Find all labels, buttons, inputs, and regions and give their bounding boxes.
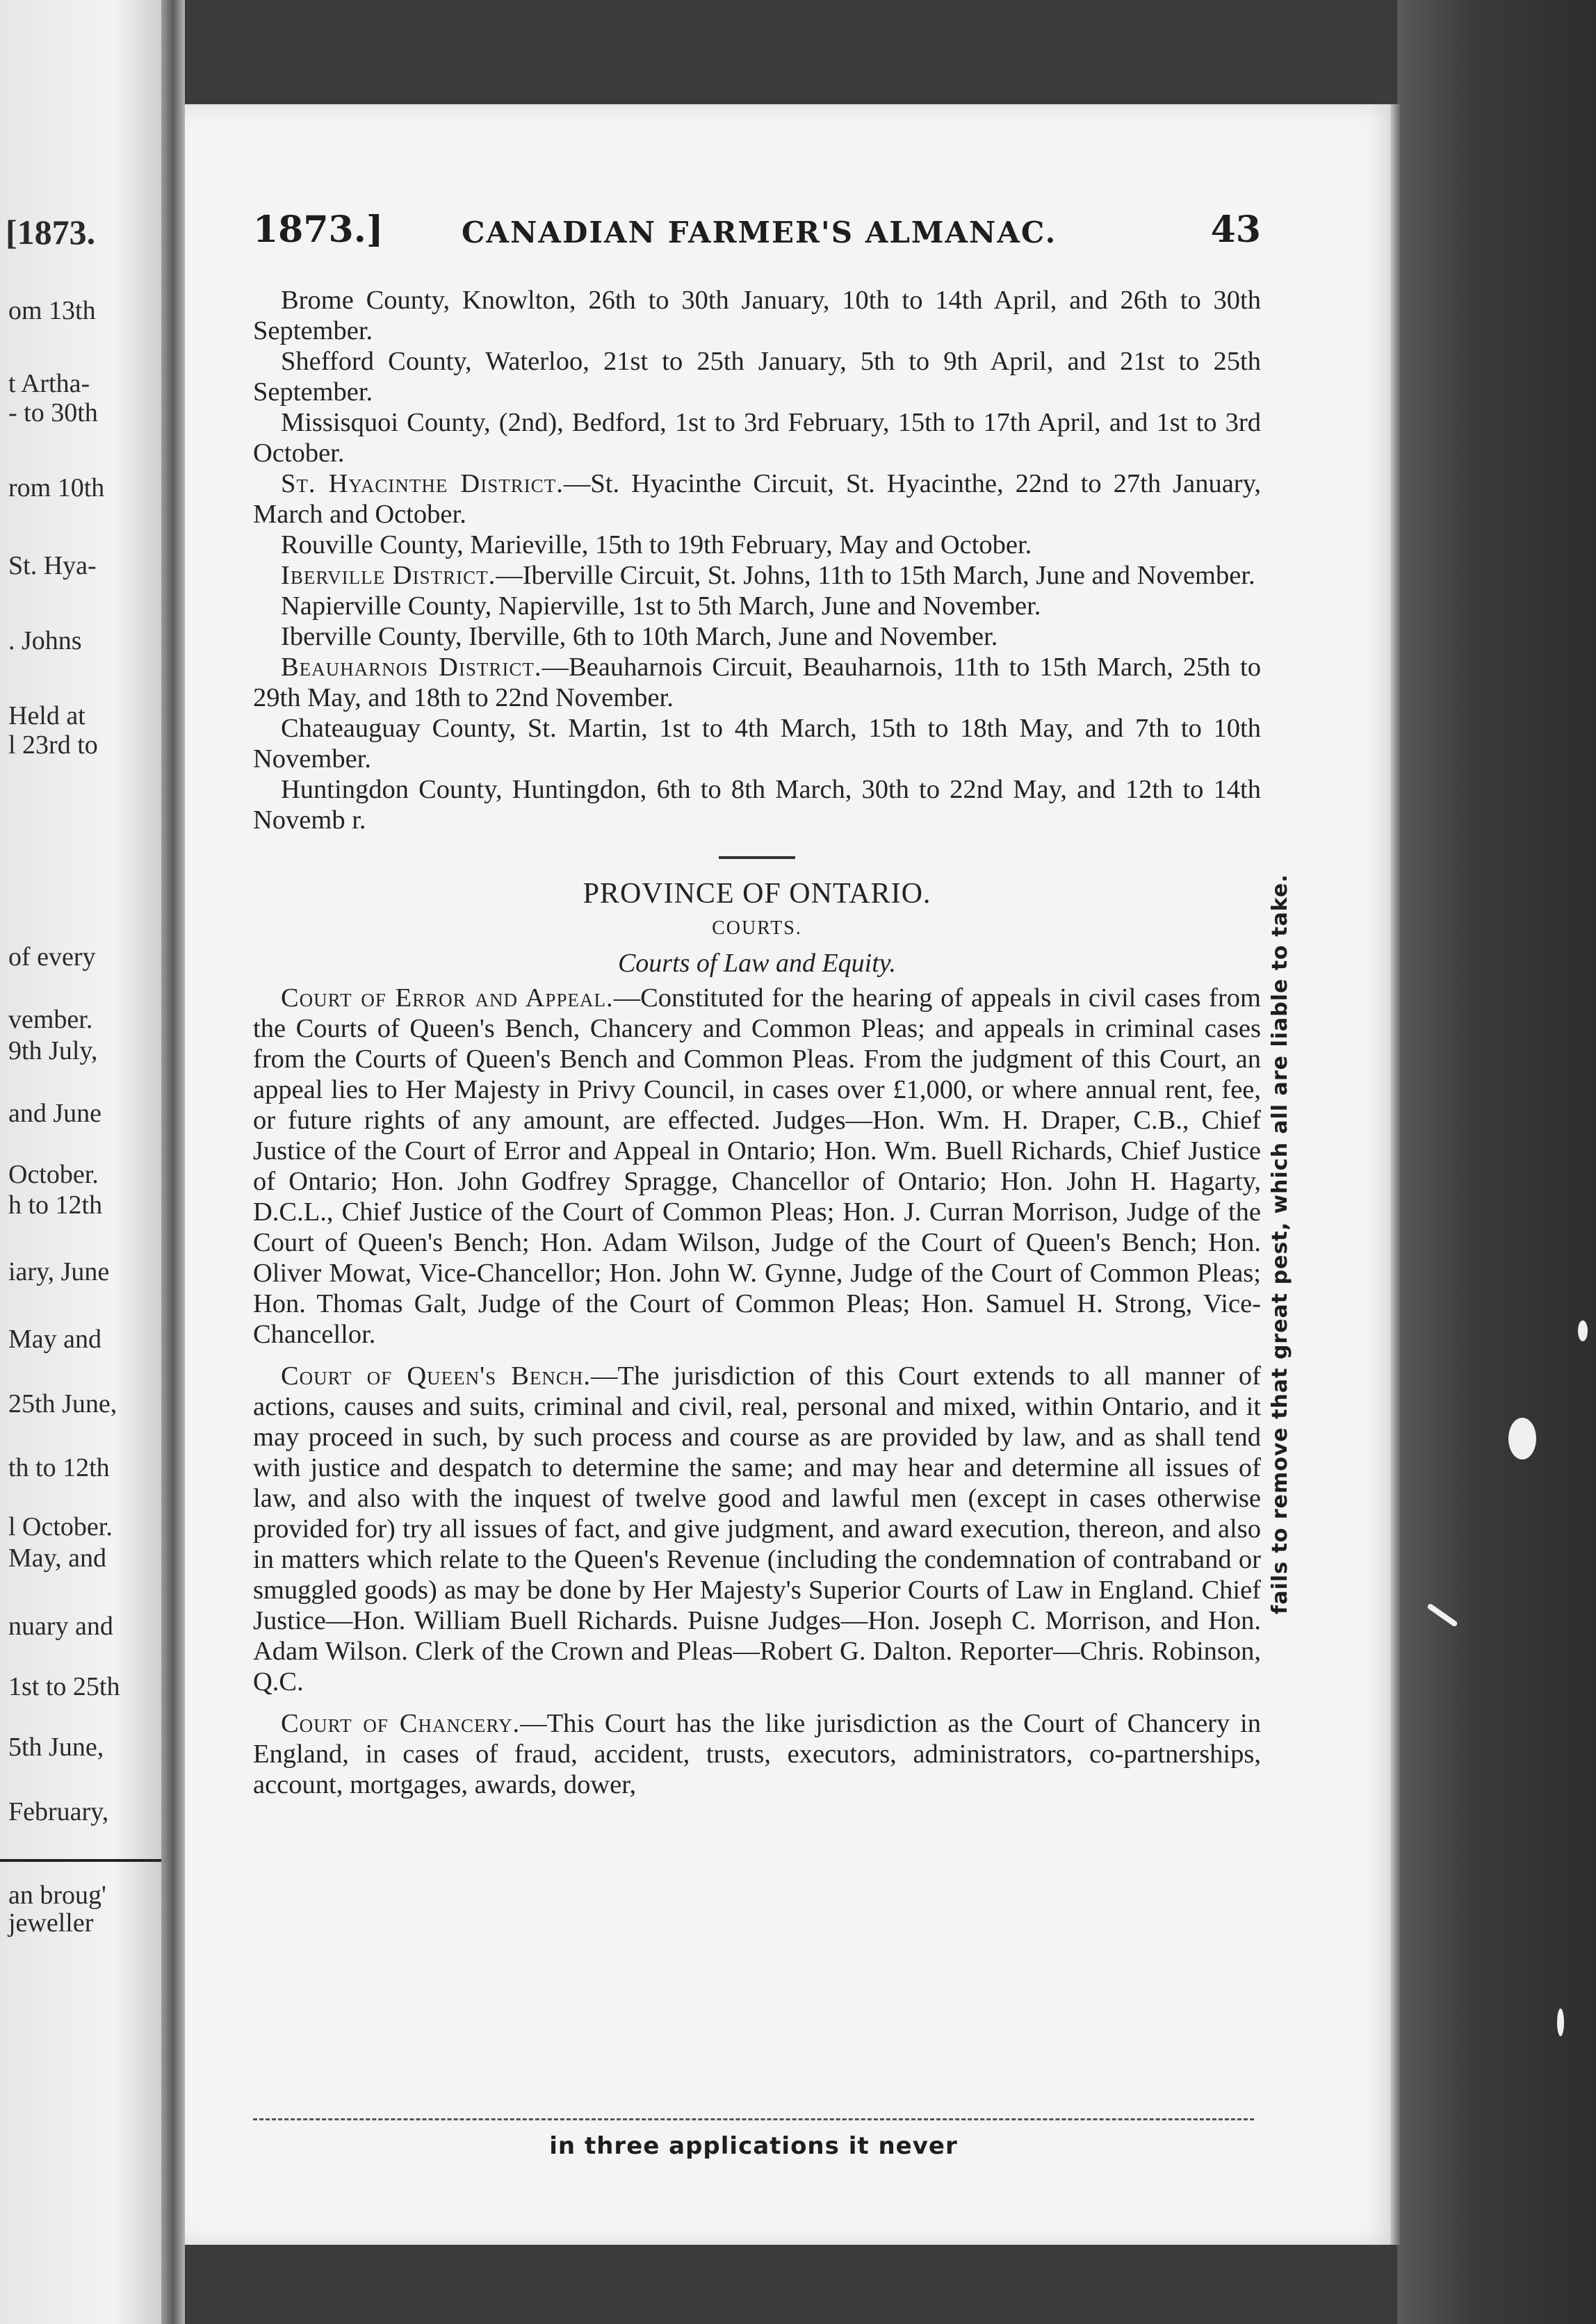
court-paragraph	[253, 983, 1261, 1350]
court-entry: Rouville County, Marieville, 15th to 19th February, May and October.	[281, 530, 1032, 559]
footer-rule	[253, 2118, 1254, 2122]
page-body	[253, 285, 1261, 1800]
court-heading: Court of Queen's Bench.	[281, 1361, 592, 1391]
left-fragment: t Artha-	[8, 369, 90, 398]
left-fragment: - to 30th	[8, 398, 98, 427]
header-title: CANADIAN FARMER'S ALMANAC.	[462, 215, 1057, 249]
header-year: 1873.]	[253, 208, 384, 251]
left-fragment: and June	[8, 1099, 102, 1128]
left-fragment: . Johns	[8, 626, 82, 655]
court-entry-text: —St. Hyacinthe Circuit, St. Hyacinthe, 22nd to 27th January, March and October.	[253, 469, 1261, 529]
left-fragment: l October.	[8, 1512, 113, 1541]
left-fragment: 5th June,	[8, 1733, 104, 1762]
left-fragment: l 23rd to	[8, 730, 98, 760]
page-edge	[1390, 104, 1400, 2245]
court-entry: Iberville County, Iberville, 6th to 10th March, June and November.	[281, 622, 998, 651]
district-heading: Iberville District.	[281, 561, 496, 590]
side-advertisement: fails to remove that great pest, which all are liable to take.	[1268, 874, 1292, 1614]
left-fragment: of every	[8, 942, 96, 972]
film-background	[1397, 0, 1596, 2324]
left-fragment: 25th June,	[8, 1389, 117, 1418]
court-entry-text: —Iberville Circuit, St. Johns, 11th to 15th March, June and November.	[496, 561, 1255, 590]
left-fragment: May, and	[8, 1544, 107, 1573]
court-paragraph-text: —Constituted for the hearing of appeals in civil cases from the Courts of Queen's Bench, Chancery and Common Pleas; and appeals in criminal cases from the Courts of Queen's Bench and Common Pleas. From the judgment of this Court, an appeal lies to Her Majesty in Privy Council, in cases over £1,000, or where annual rent, fee, or future rights of any amount, are effected. Judges—Hon. Wm. H. Draper, C.B., Chief Justice of the Court of Error and Appeal in Ontario; Hon. Wm. Buell Richards, Chief Justice of Ontario; Hon. John Godfrey Spragge, Chancellor of Ontario; Hon. John H. Hagarty, D.C.L., Chief Justice of the Court of Common Pleas; Hon. J. Curran Morrison, Judge of the Court of Queen's Bench; Hon. Adam Wilson, Judge of the Court of Queen's Bench; Hon. Oliver Mowat, Vice-Chancellor; Hon. John W. Gynne, Judge of the Court of Common Pleas; Hon. Thomas Galt, Judge of the Court of Common Pleas; Hon. Samuel H. Strong, Vice-Chancellor.	[253, 983, 1261, 1349]
film-speck	[1508, 1418, 1536, 1459]
left-fragment: om 13th	[8, 296, 96, 325]
court-entry	[253, 560, 1261, 591]
left-fragment: 1st to 25th	[8, 1672, 120, 1701]
section-subtitle: COURTS.	[712, 917, 802, 939]
court-heading: Court of Chancery.	[281, 1709, 521, 1738]
left-fragment: jeweller	[8, 1908, 94, 1938]
left-fragment: May and	[8, 1325, 102, 1354]
almanac-page	[185, 104, 1397, 2245]
left-fragment: vember.	[8, 1005, 93, 1034]
left-page-fragment	[0, 0, 161, 2324]
left-fragment: October.	[8, 1160, 99, 1189]
court-entry: Huntingdon County, Huntingdon, 6th to 8th March, 30th to 22nd May, and 12th to 14th Novemb r.	[253, 775, 1261, 835]
footer-advertisement: in three applications it never	[549, 2132, 958, 2160]
court-entry	[253, 468, 1261, 530]
left-fragment: th to 12th	[8, 1453, 110, 1482]
left-page-header: [1873.	[6, 213, 96, 252]
left-fragment: February,	[8, 1797, 109, 1826]
district-heading: St. Hyacinthe District.	[281, 469, 564, 498]
court-entry: Missisquoi County, (2nd), Bedford, 1st to 3rd February, 15th to 17th April, and 1st to 3rd October.	[253, 408, 1261, 468]
left-page-rule	[0, 1859, 161, 1862]
left-fragment: rom 10th	[8, 473, 105, 502]
court-heading: Court of Error and Appeal.	[281, 983, 614, 1013]
court-entry: Chateauguay County, St. Martin, 1st to 4th March, 15th to 18th May, and 7th to 10th November.	[253, 714, 1261, 774]
section-title: PROVINCE OF ONTARIO.	[583, 878, 931, 910]
court-entry: Brome County, Knowlton, 26th to 30th January, 10th to 14th April, and 26th to 30th September.	[253, 286, 1261, 345]
court-entry	[253, 652, 1261, 713]
court-paragraph-text: —The jurisdiction of this Court extends to all manner of actions, causes and suits, criminal and civil, real, personal and mixed, within Ontario, and it may proceed in such, by such process and course as are provided by law, and as shall tend with justice and despatch to determine the same; and may hear and determine all issues of law, and also with the inquest of twelve good and lawful men (except in cases otherwise provided for) try all issues of fact, and give judgment, and award execution, thereon, and also in matters which relate to the Queen's Revenue (including the condemnation of contraband or smuggled goods) as may be done by Her Majesty's Superior Courts of Law in England. Chief Justice—Hon. William Buell Richards. Puisne Judges—Hon. Joseph C. Morrison, and Hon. Adam Wilson. Clerk of the Crown and Pleas—Robert G. Dalton. Reporter—Chris. Robinson, Q.C.	[253, 1361, 1261, 1696]
left-fragment: Held at	[8, 701, 86, 730]
left-fragment: an broug'	[8, 1881, 106, 1910]
court-entry: Napierville County, Napierville, 1st to 5th March, June and November.	[281, 591, 1041, 621]
court-paragraph	[253, 1361, 1261, 1697]
court-paragraph	[253, 1708, 1261, 1800]
court-paragraph-text: —This Court has the like jurisdiction as the Court of Chancery in England, in cases of fraud, accident, trusts, executors, administrators, co-partnerships, account, mortgages, awards, dower,	[253, 1709, 1261, 1799]
page-header	[253, 208, 1261, 257]
film-speck	[1557, 2008, 1564, 2036]
book-gutter	[161, 0, 185, 2324]
court-entry: Shefford County, Waterloo, 21st to 25th January, 5th to 9th April, and 21st to 25th September.	[253, 347, 1261, 407]
section-italic-heading: Courts of Law and Equity.	[617, 949, 897, 978]
court-entry-text: —Beauharnois Circuit, Beauharnois, 11th to 15th March, 25th to 29th May, and 18th to 22nd November.	[253, 653, 1262, 712]
page-number: 43	[1210, 208, 1261, 251]
film-speck	[1578, 1320, 1588, 1341]
left-fragment: 9th July,	[8, 1036, 98, 1065]
left-fragment: St. Hya-	[8, 551, 97, 580]
left-fragment: nuary and	[8, 1612, 113, 1641]
left-fragment: h to 12th	[8, 1190, 103, 1220]
district-heading: Beauharnois District.	[281, 653, 542, 682]
left-fragment: iary, June	[8, 1257, 110, 1286]
section-divider	[719, 856, 795, 859]
